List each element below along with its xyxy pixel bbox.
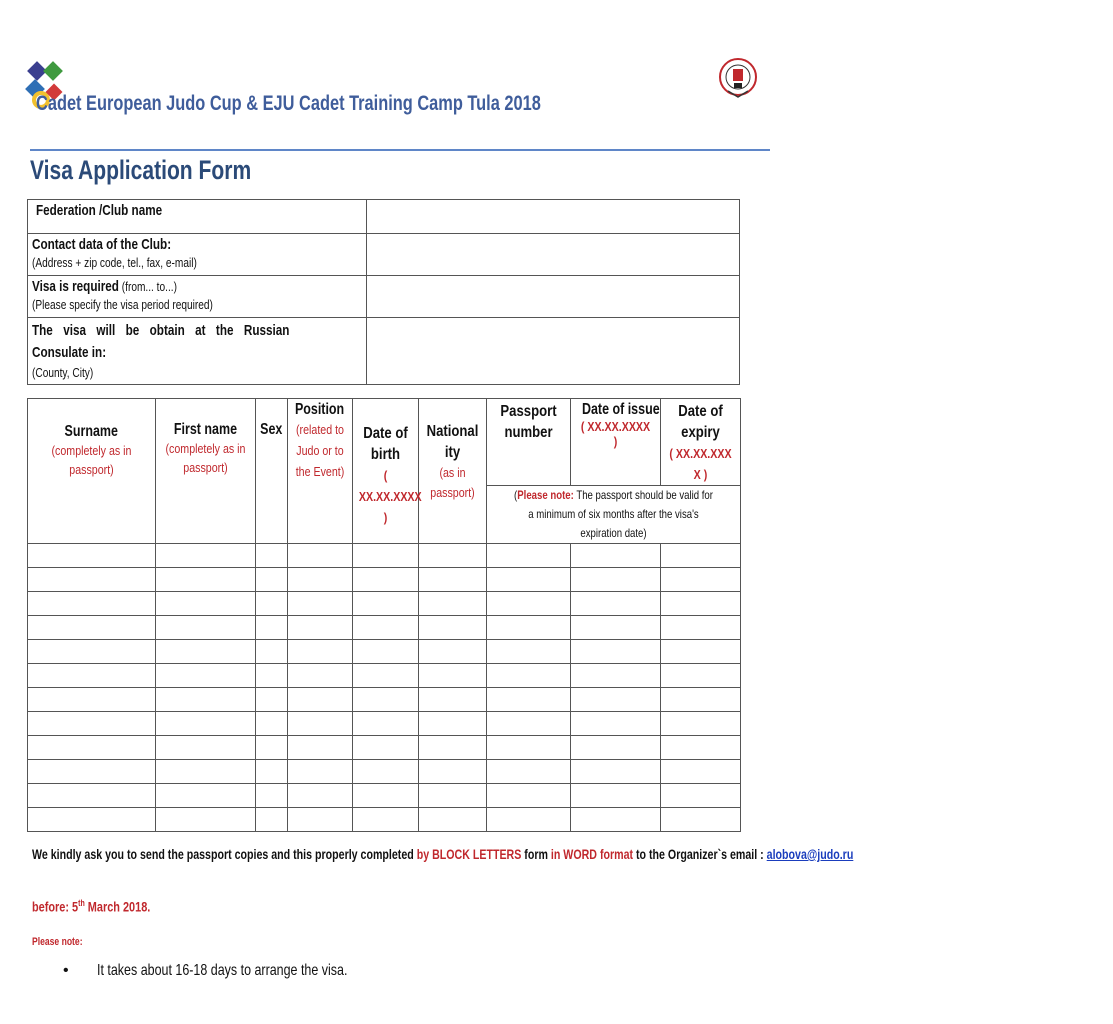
expiry-date-cell[interactable] [661, 568, 741, 592]
position-cell[interactable] [288, 568, 353, 592]
first-name-cell[interactable] [156, 736, 256, 760]
first-name-cell[interactable] [156, 616, 256, 640]
header-divider [30, 149, 770, 151]
dob-cell[interactable] [353, 808, 419, 832]
expiry-date-cell[interactable] [661, 784, 741, 808]
expiry-date-cell[interactable] [661, 712, 741, 736]
issue-date-cell[interactable] [571, 640, 661, 664]
col-nationality: Nationality (as in passport) [419, 399, 487, 544]
position-cell[interactable] [288, 760, 353, 784]
position-cell[interactable] [288, 712, 353, 736]
info-label: The visa will be obtain at the Russian Consulate in: (County, City) [28, 318, 367, 385]
nationality-cell[interactable] [419, 664, 487, 688]
passport-cell[interactable] [487, 592, 571, 616]
table-row [28, 616, 741, 640]
expiry-date-cell[interactable] [661, 664, 741, 688]
club-info-table [27, 199, 740, 385]
contact-data-field[interactable] [367, 234, 740, 276]
dob-cell[interactable] [353, 784, 419, 808]
surname-cell[interactable] [28, 688, 156, 712]
col-first-name: First name (completely as in passport) [156, 399, 256, 544]
dob-cell[interactable] [353, 736, 419, 760]
info-row [28, 234, 740, 276]
dob-cell[interactable] [353, 712, 419, 736]
position-cell[interactable] [288, 592, 353, 616]
dob-cell[interactable] [353, 688, 419, 712]
issue-date-cell[interactable] [571, 784, 661, 808]
passport-cell[interactable] [487, 568, 571, 592]
surname-cell[interactable] [28, 736, 156, 760]
sex-cell[interactable] [256, 784, 288, 808]
passport-cell[interactable] [487, 760, 571, 784]
surname-cell[interactable] [28, 568, 156, 592]
issue-date-cell[interactable] [571, 616, 661, 640]
expiry-date-cell[interactable] [661, 640, 741, 664]
expiry-date-cell[interactable] [661, 544, 741, 568]
nationality-cell[interactable] [419, 760, 487, 784]
surname-cell[interactable] [28, 592, 156, 616]
surname-cell[interactable] [28, 544, 156, 568]
tula-seal-logo [718, 45, 758, 109]
first-name-cell[interactable] [156, 760, 256, 784]
info-label: Contact data of the Club: (Address + zip code, tel., fax, e-mail) [28, 234, 367, 276]
col-date-of-birth: Date of birth ( XX.XX.XXXX ) [353, 399, 419, 544]
info-row [28, 200, 740, 234]
processing-time-note: It takes about 16-18 days to arrange the visa. [97, 962, 348, 979]
nationality-cell[interactable] [419, 640, 487, 664]
nationality-cell[interactable] [419, 544, 487, 568]
table-row [28, 544, 741, 568]
issue-date-cell[interactable] [571, 568, 661, 592]
expiry-date-cell[interactable] [661, 688, 741, 712]
deadline-text: before: 5th March 2018. [32, 898, 151, 915]
sex-cell[interactable] [256, 760, 288, 784]
first-name-cell[interactable] [156, 712, 256, 736]
position-cell[interactable] [288, 664, 353, 688]
sex-cell[interactable] [256, 640, 288, 664]
nationality-cell[interactable] [419, 592, 487, 616]
first-name-cell[interactable] [156, 640, 256, 664]
sex-cell[interactable] [256, 808, 288, 832]
passport-cell[interactable] [487, 640, 571, 664]
dob-cell[interactable] [353, 544, 419, 568]
submission-instructions: We kindly ask you to send the passport copies and this properly completed by BLOCK LETTERS form in WORD format to the Organizer`s email : alobova@judo.ru [32, 846, 854, 862]
col-passport-number: Passport number [487, 399, 571, 486]
passport-cell[interactable] [487, 784, 571, 808]
table-row [28, 712, 741, 736]
sex-cell[interactable] [256, 544, 288, 568]
table-row [28, 640, 741, 664]
issue-date-cell[interactable] [571, 688, 661, 712]
col-surname: Surname (completely as in passport) [28, 399, 156, 544]
bullet-icon: • [63, 962, 69, 979]
surname-cell[interactable] [28, 760, 156, 784]
surname-cell[interactable] [28, 664, 156, 688]
dob-cell[interactable] [353, 568, 419, 592]
passport-cell[interactable] [487, 712, 571, 736]
surname-cell[interactable] [28, 640, 156, 664]
sex-cell[interactable] [256, 712, 288, 736]
table-row [28, 664, 741, 688]
expiry-date-cell[interactable] [661, 616, 741, 640]
sex-cell[interactable] [256, 664, 288, 688]
position-cell[interactable] [288, 688, 353, 712]
table-row [28, 688, 741, 712]
position-cell[interactable] [288, 640, 353, 664]
nationality-cell[interactable] [419, 688, 487, 712]
nationality-cell[interactable] [419, 784, 487, 808]
passport-cell[interactable] [487, 688, 571, 712]
issue-date-cell[interactable] [571, 712, 661, 736]
sex-cell[interactable] [256, 568, 288, 592]
expiry-date-cell[interactable] [661, 808, 741, 832]
surname-cell[interactable] [28, 808, 156, 832]
first-name-cell[interactable] [156, 664, 256, 688]
table-row [28, 808, 741, 832]
expiry-date-cell[interactable] [661, 736, 741, 760]
organizer-email-link[interactable]: alobova@judo.ru [766, 846, 854, 862]
first-name-cell[interactable] [156, 568, 256, 592]
issue-date-cell[interactable] [571, 592, 661, 616]
dob-cell[interactable] [353, 640, 419, 664]
col-sex: Sex [256, 399, 288, 544]
issue-date-cell[interactable] [571, 760, 661, 784]
form-title: Visa Application Form [30, 155, 252, 185]
position-cell[interactable] [288, 736, 353, 760]
nationality-cell[interactable] [419, 568, 487, 592]
please-note-label: Please note: [32, 936, 83, 948]
col-date-of-issue: Date of issue ( XX.XX.XXXX ) [571, 399, 661, 486]
info-label: Federation /Club name [28, 200, 367, 234]
table-row [28, 760, 741, 784]
table-row [28, 736, 741, 760]
nationality-cell[interactable] [419, 808, 487, 832]
col-position: Position (related to Judo or to the Event) [288, 399, 353, 544]
info-row [28, 276, 740, 318]
surname-cell[interactable] [28, 712, 156, 736]
issue-date-cell[interactable] [571, 664, 661, 688]
sex-cell[interactable] [256, 592, 288, 616]
info-label: Visa is required (from... to...) (Please specify the visa period required) [28, 276, 367, 318]
position-cell[interactable] [288, 544, 353, 568]
dob-cell[interactable] [353, 760, 419, 784]
position-cell[interactable] [288, 616, 353, 640]
sex-cell[interactable] [256, 688, 288, 712]
table-row [28, 592, 741, 616]
first-name-cell[interactable] [156, 808, 256, 832]
passport-cell[interactable] [487, 664, 571, 688]
table-row [28, 568, 741, 592]
surname-cell[interactable] [28, 616, 156, 640]
issue-date-cell[interactable] [571, 808, 661, 832]
nationality-cell[interactable] [419, 616, 487, 640]
passport-validity-note: (Please note: The passport should be valid for a minimum of six months after the visa's expiration date) [487, 486, 741, 544]
expiry-date-cell[interactable] [661, 592, 741, 616]
issue-date-cell[interactable] [571, 544, 661, 568]
nationality-cell[interactable] [419, 736, 487, 760]
passport-cell[interactable] [487, 616, 571, 640]
applicants-table [27, 398, 741, 832]
surname-cell[interactable] [28, 784, 156, 808]
first-name-cell[interactable] [156, 688, 256, 712]
table-row [28, 784, 741, 808]
sex-cell[interactable] [256, 736, 288, 760]
dob-cell[interactable] [353, 664, 419, 688]
issue-date-cell[interactable] [571, 736, 661, 760]
expiry-date-cell[interactable] [661, 760, 741, 784]
passport-cell[interactable] [487, 808, 571, 832]
col-date-of-expiry: Date of expiry ( XX.XX.XXXX ) [661, 399, 741, 486]
event-title: Cadet European Judo Cup & EJU Cadet Training Camp Tula 2018 [36, 92, 541, 115]
info-row [28, 318, 740, 385]
passport-cell[interactable] [487, 736, 571, 760]
dob-cell[interactable] [353, 616, 419, 640]
consulate-field[interactable] [367, 318, 740, 385]
nationality-cell[interactable] [419, 712, 487, 736]
first-name-cell[interactable] [156, 592, 256, 616]
sex-cell[interactable] [256, 616, 288, 640]
dob-cell[interactable] [353, 592, 419, 616]
first-name-cell[interactable] [156, 784, 256, 808]
position-cell[interactable] [288, 784, 353, 808]
passport-cell[interactable] [487, 544, 571, 568]
position-cell[interactable] [288, 808, 353, 832]
visa-period-field[interactable] [367, 276, 740, 318]
first-name-cell[interactable] [156, 544, 256, 568]
club-name-field[interactable] [367, 200, 740, 234]
